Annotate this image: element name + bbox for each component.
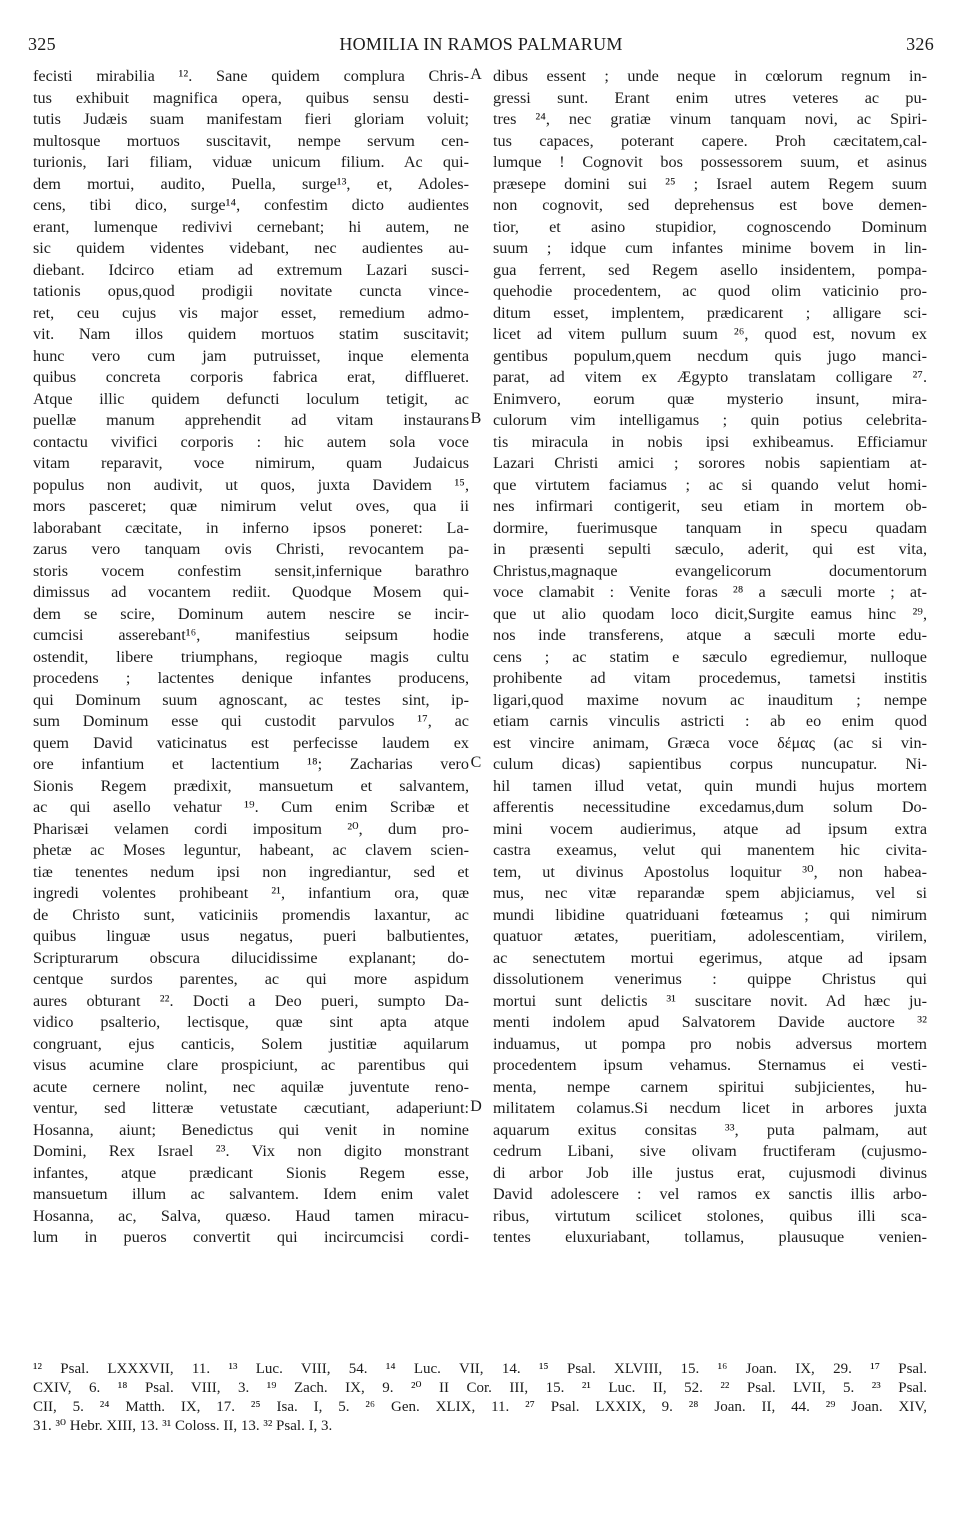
left-column-line: quibus concreta corporis fabrica erat, difflueret. <box>33 368 469 386</box>
left-column-line: Sionis Regem prædixit, mansuetum et salvantem, <box>33 776 469 795</box>
left-column-line: vitam reparavit, voce nimirum, quam Judaicus <box>33 454 469 472</box>
left-column-line: storis vocem confestim sensit,infernique barathro <box>33 561 469 580</box>
right-column <box>493 66 927 1356</box>
right-column-line: mortui sunt delictis ³¹ suscitare novit. Ad hæc ju- <box>493 991 927 1010</box>
right-column-line: aquarum exitus consitas ³³, puta palmam, aut <box>493 1120 927 1139</box>
left-column-line: infantes, atque prædicant Sionis Regem esse, <box>33 1163 469 1182</box>
right-column-line: licet ad vitem pullum suum ²⁶, quod est, novum ex <box>493 325 927 343</box>
left-column-line: ostendit, libere triumphans, regioque magis cultu <box>33 647 469 666</box>
left-column-line: de Christo sunt, vaticiniis promendis laxantur, ac <box>33 905 469 924</box>
right-column-line: dissolutionem venerimus : quippe Christus qui <box>493 970 927 988</box>
footnotes-line: CXIV, 6. ¹⁸ Psal. VIII, 3. ¹⁹ Zach. IX, 9. ²⁰ II Cor. III, 15. ²¹ Luc. II, 52. ²² Psal. LVII, 5. ²³ Psal. <box>33 1380 927 1396</box>
right-column-line: præsepe domini sui ²⁵ ; Israel autem Regem suum <box>493 174 927 193</box>
right-column-line: David adolescere : vel ramos ex sanctis illis arbo- <box>493 1185 927 1203</box>
left-column-line: sic quidem videntes videbant, nec audientes au- <box>33 239 469 257</box>
right-column-line: suum ; idque cum infantes minime bovem in lin- <box>493 239 927 257</box>
right-column-line: ditum esset, implentem, prædicarent ; alligare sci- <box>493 303 927 322</box>
left-column-line: procedens ; lactentes denique infantes producens, <box>33 669 469 687</box>
right-column-line: castra exeamus, velut qui manentem hic civita- <box>493 841 927 859</box>
right-column-line: militatem colamus.Si necdum licet in arbores juxta <box>493 1099 927 1117</box>
right-column-line: gentibus populum,quem necdum quis jugo manci- <box>493 346 927 365</box>
right-column-line: dormire, fuerimusque tanquam in specu quadam <box>493 518 927 537</box>
left-column-line: cumcisi asserebant¹⁶, manifestius seipsum hodie <box>33 626 469 644</box>
page-number-left: 325 <box>28 34 56 54</box>
left-column-line: Hosanna, aiunt; Benedictus qui venit in nomine <box>33 1120 469 1139</box>
left-column-line: hunc vero cum jam putruisset, inque elementa <box>33 346 469 365</box>
right-column-line: dibus essent ; unde neque in cœlorum regnum in- <box>493 67 927 85</box>
right-column-line: mus, nec vitæ reparandæ spem abjiciamus, vel si <box>493 884 927 902</box>
right-column-line: que ut alio quodam loco dicit,Surgite eamus hinc ²⁹, <box>493 604 927 623</box>
right-column-line: gressi sunt. Erant enim utres veteres ac pu- <box>493 88 927 107</box>
left-column-line: zarus vero tanquam ovis Christi, revocantem pa- <box>33 540 469 558</box>
margin-letter-a: A <box>470 66 482 83</box>
left-column-line: laborabant cæcitate, in inferno ipsos poneret: La- <box>33 518 469 537</box>
margin-letter-d: D <box>470 1098 482 1115</box>
left-column-line: ingredi volentes prohibeant ²¹, infantium ora, quæ <box>33 884 469 902</box>
right-column-line: non cognovit, sed deprehensus est bove demen- <box>493 196 927 214</box>
left-column-line: centque surdos parentes, ac qui more aspidum <box>33 970 469 988</box>
left-column-line: populus non audivit, ut quos, juxta Davidem ¹⁵, <box>33 475 469 494</box>
right-column-line: di arbor Job ille justus erat, cujusmodi divinus <box>493 1163 927 1182</box>
left-column-line: ventur, sed litteræ vetustate cæcutiant, adaperiunt: <box>33 1099 469 1117</box>
left-column-line: puellæ manum apprehendit ad vitam instaurans <box>33 411 469 429</box>
right-column-line: gua ferrent, sed Regem asello insidentem, pompa- <box>493 260 927 279</box>
right-column-line: Enimvero, eorum quæ mysterio insunt, mira- <box>493 389 927 408</box>
left-column-line: dem se scire, Dominum autem nescire se incir- <box>33 604 469 623</box>
left-column-line: tus exhibuit magnifica opera, quibus sensu desti- <box>33 88 469 107</box>
margin-letter-b: B <box>470 410 482 427</box>
left-column-line: multosque mortuos suscitavit, nempe servum cen- <box>33 131 469 150</box>
left-column-line: tutis Judæis suam manifestam fieri gloriam voluit; <box>33 110 469 128</box>
right-column-line: tis miracula in nobis ipsi exhibeamus. Efficiamur <box>493 432 927 451</box>
right-column-line: nos inde transferens, atque a sæculi morte edu- <box>493 626 927 644</box>
left-column-line: visus acumine clare prospiciunt, ac parentibus qui <box>33 1056 469 1074</box>
left-column-line: lum in pueros convertit qui incircumcisi cordi- <box>33 1228 469 1246</box>
left-column-line: vit. Nam illos quidem mortuos statim suscitavit; <box>33 325 469 343</box>
left-column-line: Atque illic quidem defuncti loculum tetigit, ac <box>33 389 469 408</box>
left-column-line: sum Dominum esse qui custodit parvulos ¹⁷, ac <box>33 712 469 730</box>
left-column-line: vidico psalterio, lectisque, quæ sint apta atque <box>33 1013 469 1031</box>
left-column <box>33 66 469 1356</box>
left-column-line: aures obturant ²². Docti a Deo pueri, sumpto Da- <box>33 991 469 1010</box>
right-column-line: que virtutem faciamus ; ac si quando velut homi- <box>493 475 927 494</box>
running-head <box>28 34 934 60</box>
left-column-line: mors pasceret; quæ nimirum velut oves, qua ii <box>33 497 469 515</box>
right-column-line: tem, ut divinus Apostolus loquitur ³⁰, non habea- <box>493 862 927 881</box>
left-column-line: cens, tibi dico, surge¹⁴, confestim dicto audientes <box>33 196 469 214</box>
footnotes-line: 31. ³⁰ Hebr. XIII, 13. ³¹ Coloss. II, 13. ³² Psal. I, 3. <box>33 1418 333 1434</box>
left-column-line: dem mortui, audito, Puella, surge¹³, et, Adoles- <box>33 174 469 193</box>
right-column-line: est vincire animam, Græca voce δέμας (ac si vin- <box>493 733 927 752</box>
margin-letter-c: C <box>470 754 482 771</box>
left-column-line: ore infantium et lactentium ¹⁸; Zacharias vero <box>33 755 469 773</box>
right-column-line: voce clamabit : Venite foras ²⁸ a sæculi morte ; at- <box>493 583 927 601</box>
right-column-line: ac senectutem mortui egerimus, atque ad ipsam <box>493 948 927 967</box>
right-column-line: parat, ad vitem ex Ægypto translatam colligare ²⁷. <box>493 368 927 386</box>
right-column-line: tres ²⁴, nec gratiæ vinum tanquam novi, ac Spiri- <box>493 110 927 128</box>
right-column-line: menta, nempe carnem spiritui subjicientes, hu- <box>493 1077 927 1096</box>
left-column-line: quibus linguæ usus negatus, pueri balbutientes, <box>33 927 469 945</box>
left-column-line: fecisti mirabilia ¹². Sane quidem complura Chris- <box>33 67 469 85</box>
left-column-line: tiæ tenentes nedum ipsi non ingrediantur, sed et <box>33 862 469 881</box>
left-column-line: mansuetum illum ac salvantem. Idem enim valet <box>33 1185 469 1203</box>
right-column-line: afferentis necessitudine excedamus,dum solum Do- <box>493 798 927 816</box>
right-column-line: Lazari Christi amici ; sorores nobis sapientiam at- <box>493 454 927 472</box>
right-column-line: mini vocem audierimus, atque ad ipsum extra <box>493 819 927 838</box>
footnotes-line: CII, 5. ²⁴ Matth. IX, 17. ²⁵ Isa. I, 5. ²⁶ Gen. XLIX, 11. ²⁷ Psal. LXXIX, 9. ²⁸ Joan. II, 44. ²⁹ Joan. XIV, <box>33 1399 927 1415</box>
left-column-line: contactu vivifici corporis : hic autem sola voce <box>33 432 469 451</box>
right-column-line: etiam carnis vinculis astricti : ab eo enim quod <box>493 712 927 730</box>
left-column-line: ac qui asello vehatur ¹⁹. Cum enim Scribæ et <box>33 798 469 816</box>
right-column-line: Christus,magnaque evangelicorum documentorum <box>493 561 927 580</box>
left-column-line: Pharisæi velamen cordi impositum ²⁰, dum pro- <box>33 819 469 838</box>
right-column-line: menti indolem apud Salvatorem Davide auctore ³² <box>493 1013 927 1031</box>
right-column-line: culorum vim intelligamus ; quin potius celebrita- <box>493 411 927 429</box>
right-column-line: mundi libidine quatriduani fœteamus ; qui nimirum <box>493 905 927 924</box>
right-column-line: cedrum Libani, sive olivam fructiferam (cujusmo- <box>493 1142 927 1160</box>
right-column-line: prohibente ad vitam procedemus, tametsi institis <box>493 669 927 687</box>
right-column-line: ligari,quod maxime novum ac inauditum ; nempe <box>493 690 927 709</box>
left-column-line: acute cernere nolint, nec aquilæ juventute reno- <box>33 1077 469 1096</box>
left-column-line: dimissus ad vocantem rediit. Quodque Mosem qui- <box>33 583 469 601</box>
left-column-line: tationis opus,quod prodigii novitate cuncta vince- <box>33 282 469 300</box>
left-column-line: qui Dominum suum agnoscant, ac testes sint, ip- <box>33 690 469 709</box>
footnotes <box>33 1360 927 1436</box>
left-column-line: Scripturarum obscura dilucidissime explanant; do- <box>33 948 469 967</box>
right-column-line: procedentem ipsum vehamus. Sternamus ei vesti- <box>493 1056 927 1074</box>
left-column-line: phetæ ac Moses leguntur, habeant, ac clavem scien- <box>33 841 469 859</box>
footnotes-line: ¹² Psal. LXXXVII, 11. ¹³ Luc. VIII, 54. ¹⁴ Luc. VII, 14. ¹⁵ Psal. XLVIII, 15. ¹⁶ Joan. IX, 29. ¹⁷ Psal. <box>33 1361 927 1377</box>
running-title: HOMILIA IN RAMOS PALMARUM <box>339 34 623 54</box>
right-column-line: culum dicas) sapientibus corpus nuncupatur. Ni- <box>493 755 927 773</box>
right-column-line: lumque ! Cognovit bos possessorem suum, et asinus <box>493 153 927 171</box>
right-column-line: cens ; ac statim e sæculo egrediemur, nulloque <box>493 647 927 666</box>
right-column-line: ribus, virtutum scilicet stolones, quibus illi sca- <box>493 1206 927 1225</box>
right-column-line: quehodie procedentem, ac quod olim vaticinio pro- <box>493 282 927 300</box>
right-column-line: nes infirmari contigerit, seu etiam in mortem ob- <box>493 497 927 515</box>
left-column-line: turionis, Iari filiam, viduæ unicum filium. Ac qui- <box>33 153 469 171</box>
left-column-line: erant, lumenque redivivi cernebant; hi autem, ne <box>33 217 469 236</box>
left-column-line: Hosanna, ac, Salva, quæso. Haud tamen miracu- <box>33 1206 469 1225</box>
left-column-line: quem David vaticinatus est perfecisse laudem ex <box>33 733 469 752</box>
left-column-line: diebant. Idcirco etiam ad extremum Lazari susci- <box>33 260 469 279</box>
left-column-line: Domini, Rex Israel ²³. Vix non digito monstrant <box>33 1142 469 1160</box>
right-column-line: tentes eluxuriabant, tollamus, plausuque venien- <box>493 1228 927 1246</box>
right-column-line: quatuor ætates, pueritiam, adolescentiam, virilem, <box>493 927 927 945</box>
left-column-line: ret, ceu cujus vis major esset, remedium admo- <box>33 303 469 322</box>
right-column-line: induamus, ut pompa pro nobis adversus mortem <box>493 1034 927 1053</box>
right-column-line: tior, et asino stupidior, cognoscendo Dominum <box>493 217 927 236</box>
right-column-line: tus capaces, poterant capere. Proh cæcitatem,cal- <box>493 131 927 150</box>
left-column-line: congruant, ejus canticis, Solem justitiæ aquilarum <box>33 1034 469 1053</box>
page-number-right: 326 <box>906 34 934 54</box>
right-column-line: hil tamen illud vetat, quin mundi hujus mortem <box>493 776 927 795</box>
right-column-line: in præsenti sepulti sæculo, aderit, qui est vita, <box>493 540 927 558</box>
